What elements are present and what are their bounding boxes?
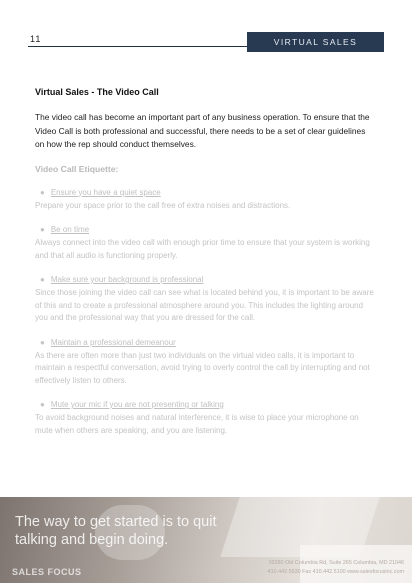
- section-label: VIRTUAL SALES: [247, 32, 384, 52]
- item-text: Since those joining the video call can see what is located behind you, it is important to be aware of this and to create a professional atmosphere around you. This includes the lighting around you and the professional way that you are dressed for the call.: [35, 288, 374, 322]
- bullet-icon: ●: [40, 187, 45, 197]
- bullet-icon: ●: [40, 225, 45, 234]
- item-text: To avoid background noises and natural interference, it is wise to place your microphone on mute when others are speaking, and you are listening.: [35, 413, 359, 435]
- company-logo: SALES FOCUS: [12, 567, 82, 577]
- bullet-icon: ●: [40, 400, 45, 409]
- item-text: Prepare your space prior to the call free of extra noises and distractions.: [35, 200, 291, 210]
- bullet-icon: ●: [40, 275, 45, 284]
- item-text: Always connect into the video call with enough prior time to ensure that your system is working and that all audio is functioning properly.: [35, 238, 370, 260]
- page-number: 11: [30, 34, 42, 44]
- list-item: [35, 188, 377, 213]
- list-item: [35, 400, 377, 437]
- footer-banner: [0, 497, 412, 583]
- item-heading-link[interactable]: Be on time: [50, 225, 90, 234]
- item-heading-link[interactable]: Ensure you have a quiet space: [50, 187, 161, 197]
- intro-paragraph: The video call has become an important part of any business operation. To ensure that the Video Call is both professional and successful, there needs to be a set of clear guidelines on how the rep should conduct themselves.: [35, 112, 370, 149]
- bullet-icon: ●: [40, 337, 45, 347]
- section-heading: Video Call Etiquette:: [35, 163, 119, 174]
- footer-quote: The way to get started is to quit talking and begin doing.: [15, 514, 217, 548]
- document-title: Virtual Sales - The Video Call: [35, 87, 159, 97]
- item-heading-link[interactable]: Maintain a professional demeanour: [50, 337, 176, 347]
- item-heading-link[interactable]: Mute your mic if you are not presenting or talking: [50, 400, 224, 409]
- list-item: [35, 338, 377, 388]
- item-heading-link[interactable]: Make sure your background is professional: [50, 275, 204, 284]
- document-body: [35, 87, 377, 450]
- company-address: [268, 559, 404, 577]
- item-text: As there are often more than just two individuals on the virtual video calls, it is important to maintain a respectful conversation, avoid trying to overly control the call by interrupting and not effectively listen to others.: [35, 350, 370, 385]
- contact-line: 410.442.5630 Fax 410.442.5100 www.salesfocusinc.com: [267, 569, 404, 575]
- list-item: [35, 225, 377, 262]
- address-line: 10280 Old Columbia Rd, Suite 265 Columbia, MD 21046: [268, 560, 404, 566]
- list-item: [35, 275, 377, 325]
- header-rule: [28, 46, 247, 47]
